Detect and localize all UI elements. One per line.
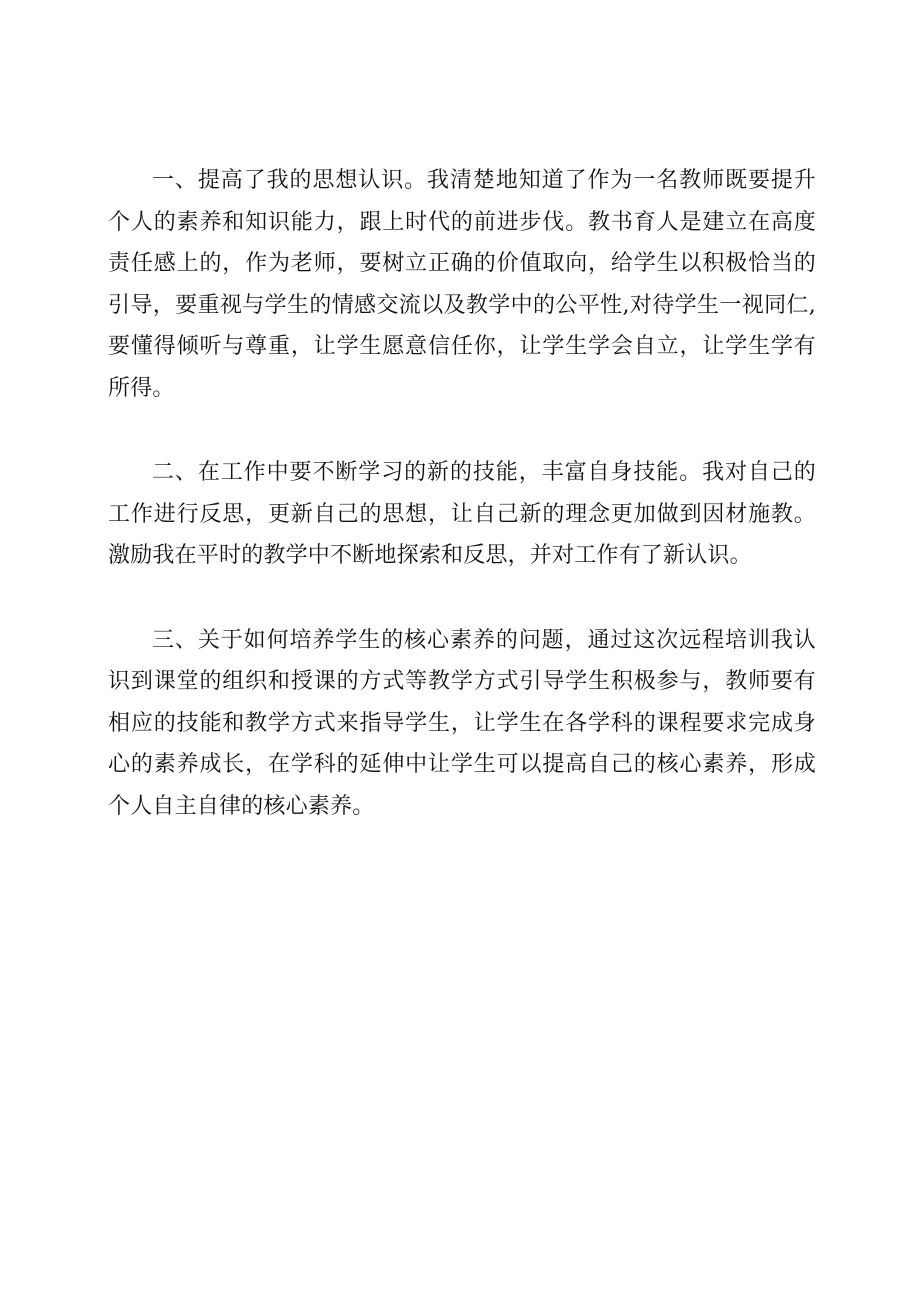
paragraph-3: 三、关于如何培养学生的核心素养的问题，通过这次远程培训我认识到课堂的组织和授课的方式等教学方式引导学生积极参与，教师要有相应的技能和教学方式来指导学生，让学生在各学科的课程要求完成身心的素养成长，在学科的延伸中让学生可以提高自己的核心素养，形成个人自主自律的核心素养。 [108,627,816,819]
paragraph-2: 二、在工作中要不断学习的新的技能，丰富自身技能。我对自己的工作进行反思，更新自己的思想，让自己新的理念更加做到因材施教。激励我在平时的教学中不断地探索和反思，并对工作有了新认识。 [108,460,816,568]
paragraph-1: 一、提高了我的思想认识。我清楚地知道了作为一名教师既要提升个人的素养和知识能力，跟上时代的前进步伐。教书育人是建立在高度责任感上的，作为老师，要树立正确的价值取向，给学生以积极恰当的引导，要重视与学生的情感交流以及教学中的公平性,对待学生一视同仁,要懂得倾听与尊重，让学生愿意信任你，让学生学会自立，让学生学有所得。 [108,168,816,401]
document-body [108,160,816,827]
